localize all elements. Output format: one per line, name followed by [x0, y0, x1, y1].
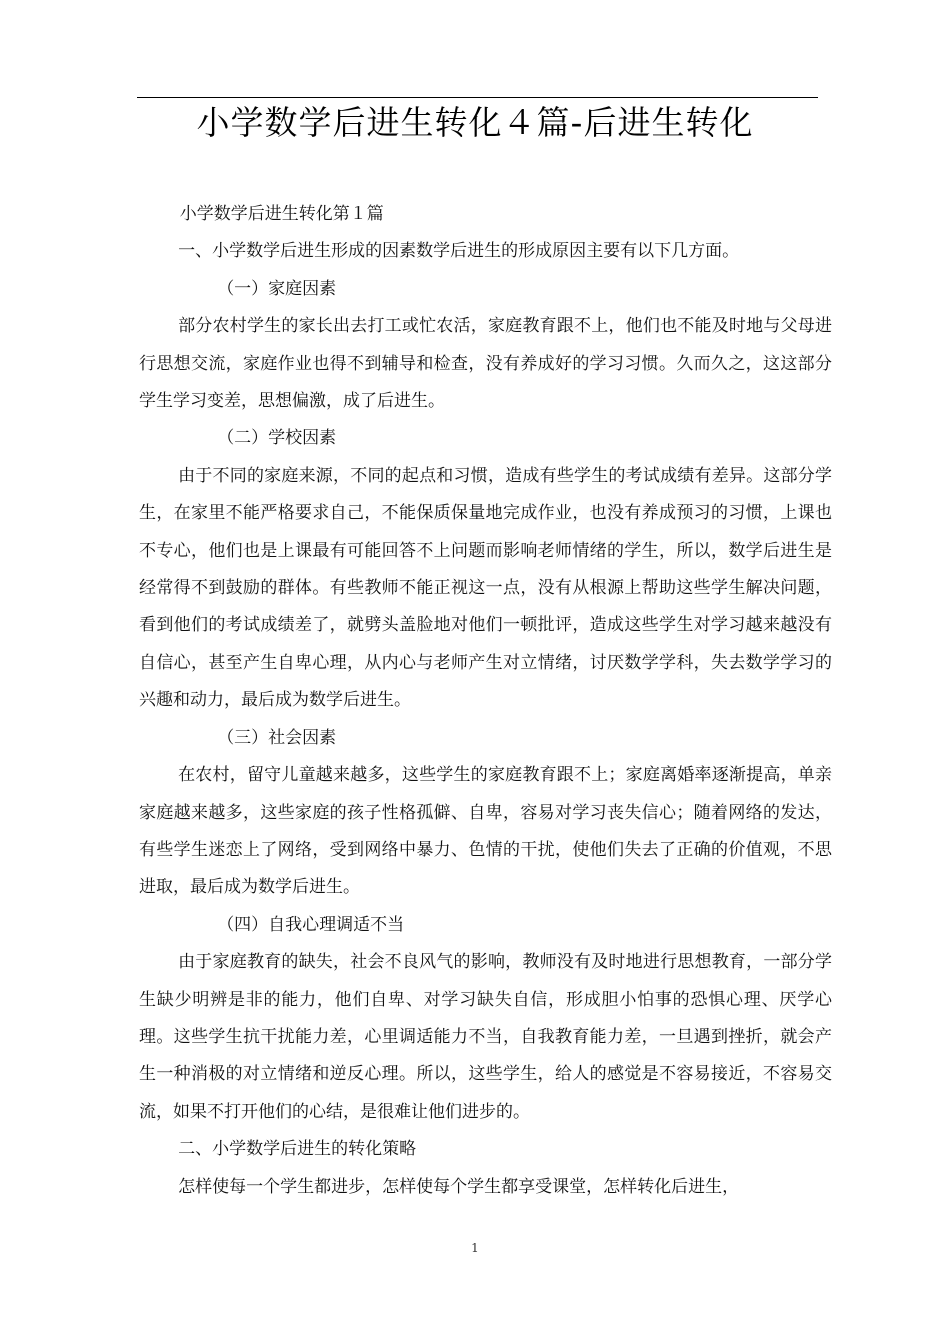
subheading-family: （一）家庭因素	[217, 278, 337, 299]
document-title: 小学数学后进生转化４篇-后进生转化	[196, 103, 754, 142]
subheading-psychology: （四）自我心理调适不当	[217, 914, 405, 935]
page-number: 1	[471, 1241, 479, 1255]
subheading-school: （二）学校因素	[217, 428, 337, 449]
heading-strategies: 二、小学数学后进生的转化策略	[178, 1139, 417, 1160]
section-heading-article-1: 小学数学后进生转化第１篇	[179, 204, 384, 224]
document-body	[139, 196, 832, 1206]
paragraph-family: 部分农村学生的家长出去打工或忙农活，家庭教育跟不上，他们也不能及时地与父母进行思想交流，家庭作业也得不到辅导和检查，没有养成好的学习习惯。久而久之，这这部分学生学习变差，思想偏激，成了后进生。	[139, 316, 832, 412]
paragraph-psychology: 由于家庭教育的缺失，社会不良风气的影响，教师没有及时地进行思想教育，一部分学生缺少明辨是非的能力，他们自卑、对学习缺失自信，形成胆小怕事的恐惧心理、厌学心理。这些学生抗干扰能力差，心里调适能力不当，自我教育能力差，一旦遇到挫折，就会产生一种消极的对立情绪和逆反心理。所以，这些学生，给人的感觉是不容易接近，不容易交流，如果不打开他们的心结，是很难让他们进步的。	[139, 952, 832, 1122]
subheading-society: （三）社会因素	[217, 727, 337, 748]
heading-factors: 一、小学数学后进生形成的因素数学后进生的形成原因主要有以下几方面。	[178, 241, 740, 262]
paragraph-strategies: 怎样使每一个学生都进步，怎样使每个学生都享受课堂，怎样转化后进生，	[178, 1176, 740, 1197]
paragraph-society: 在农村，留守儿童越来越多，这些学生的家庭教育跟不上；家庭离婚率逐渐提高，单亲家庭越来越多，这些家庭的孩子性格孤僻、自卑，容易对学习丧失信心；随着网络的发达，有些学生迷恋上了网络，受到网络中暴力、色情的干扰，使他们失去了正确的价值观，不思进取，最后成为数学后进生。	[139, 765, 832, 898]
paragraph-school: 由于不同的家庭来源，不同的起点和习惯，造成有些学生的考试成绩有差异。这部分学生，在家里不能严格要求自己，不能保质保量地完成作业，也没有养成预习的习惯，上课也不专心，他们也是上课最有可能回答不上问题而影响老师情绪的学生，所以，数学后进生是经常得不到鼓励的群体。有些教师不能正视这一点，没有从根源上帮助这些学生解决问题，看到他们的考试成绩差了，就劈头盖脸地对他们一顿批评，造成这些学生对学习越来越没有自信心，甚至产生自卑心理，从内心与老师产生对立情绪，讨厌数学学科，失去数学学习的兴趣和动力，最后成为数学后进生。	[139, 465, 832, 711]
header-rule	[137, 97, 818, 98]
